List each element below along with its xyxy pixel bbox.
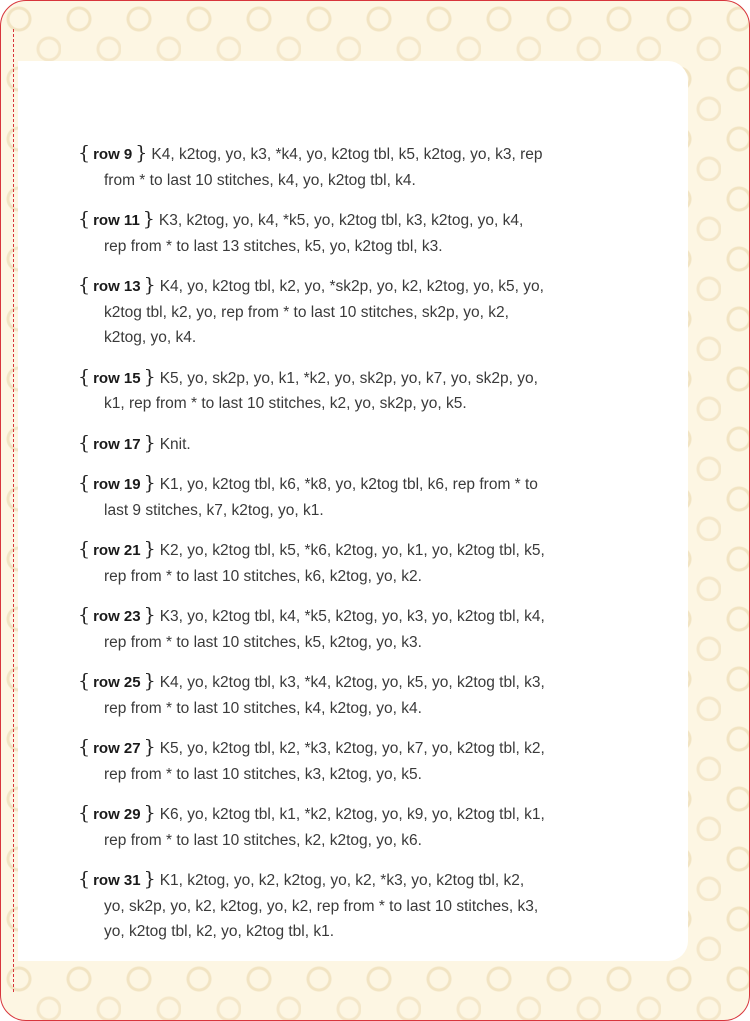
pattern-row <box>78 801 548 853</box>
row-label: row 11 <box>93 212 140 229</box>
open-brace-glyph: { <box>78 365 91 388</box>
open-brace-glyph: { <box>78 274 91 296</box>
open-brace-glyph: { <box>78 802 91 824</box>
row-label: row 21 <box>93 542 141 559</box>
pattern-row <box>78 273 548 351</box>
close-brace-glyph: } <box>143 736 156 758</box>
close-brace-glyph: } <box>143 274 156 296</box>
close-brace-glyph: } <box>143 670 156 692</box>
row-label: row 31 <box>93 872 141 889</box>
pattern-rows <box>78 141 548 959</box>
pattern-row <box>78 365 548 417</box>
pattern-row <box>78 603 548 655</box>
close-brace-glyph: } <box>143 538 156 560</box>
pattern-row <box>78 735 548 787</box>
row-label: row 13 <box>93 278 141 295</box>
row-label: row 27 <box>93 740 141 757</box>
open-brace-glyph: { <box>78 604 91 626</box>
row-instructions: Knit. <box>159 435 191 453</box>
row-label: row 23 <box>93 608 141 625</box>
close-brace-glyph: } <box>143 604 156 626</box>
open-brace-glyph: { <box>78 472 91 494</box>
row-instructions: K1, yo, k2tog tbl, k6, *k8, yo, k2tog tbl, k6, rep from * to last 9 stitches, k7, k2tog, yo, k1. <box>104 476 538 519</box>
pattern-row <box>78 867 548 945</box>
open-brace-glyph: { <box>78 670 91 692</box>
close-brace-glyph: } <box>142 208 155 230</box>
pattern-row <box>78 207 548 259</box>
close-brace-glyph: } <box>143 472 156 494</box>
pattern-row <box>78 669 548 721</box>
close-brace-glyph: } <box>143 365 156 388</box>
row-label: row 9 <box>93 146 133 163</box>
row-label: row 15 <box>93 369 141 387</box>
row-instructions: K4, k2tog, yo, k3, *k4, yo, k2tog tbl, k5, k2tog, yo, k3, rep from * to last 10 stitches, k4, yo, k2tog tbl, k4. <box>104 146 543 189</box>
pattern-row <box>78 471 548 523</box>
open-brace-glyph: { <box>78 868 91 890</box>
row-instructions: K5, yo, sk2p, yo, k1, *k2, yo, sk2p, yo, k7, yo, sk2p, yo, k1, rep from * to last 10 stitches, k2, yo, sk2p, yo, k5. <box>104 369 538 412</box>
open-brace-glyph: { <box>78 538 91 560</box>
row-instructions: K3, k2tog, yo, k4, *k5, yo, k2tog tbl, k3, k2tog, yo, k4, rep from * to last 13 stitches, k5, yo, k2tog tbl, k3. <box>104 212 524 255</box>
dashed-edge-line <box>13 29 14 992</box>
row-instructions: K3, yo, k2tog tbl, k4, *k5, k2tog, yo, k3, yo, k2tog tbl, k4, rep from * to last 10 stitches, k5, k2tog, yo, k3. <box>104 608 545 651</box>
row-instructions: K5, yo, k2tog tbl, k2, *k3, k2tog, yo, k7, yo, k2tog tbl, k2, rep from * to last 10 stitches, k3, k2tog, yo, k5. <box>104 740 545 783</box>
row-label: row 29 <box>93 806 141 823</box>
close-brace-glyph: } <box>143 802 156 824</box>
row-instructions: K1, k2tog, yo, k2, k2tog, yo, k2, *k3, yo, k2tog tbl, k2, yo, sk2p, yo, k2, k2tog, yo, k2, rep from * to last 10 stitches, k3, yo, k2tog tbl, k2, yo, k2tog tbl, k1. <box>104 872 539 940</box>
close-brace-glyph: } <box>135 142 148 164</box>
open-brace-glyph: { <box>78 431 91 454</box>
open-brace-glyph: { <box>78 142 91 164</box>
pattern-row <box>78 431 548 458</box>
row-instructions: K4, yo, k2tog tbl, k2, yo, *sk2p, yo, k2, k2tog, yo, k5, yo, k2tog tbl, k2, yo, rep from * to last 10 stitches, sk2p, yo, k2, k2tog, yo, k4. <box>104 278 544 346</box>
pattern-row <box>78 537 548 589</box>
row-label: row 17 <box>93 435 141 453</box>
row-instructions: K2, yo, k2tog tbl, k5, *k6, k2tog, yo, k1, yo, k2tog tbl, k5, rep from * to last 10 stitches, k6, k2tog, yo, k2. <box>104 542 545 585</box>
row-instructions: K4, yo, k2tog tbl, k3, *k4, k2tog, yo, k5, yo, k2tog tbl, k3, rep from * to last 10 stitches, k4, k2tog, yo, k4. <box>104 674 545 717</box>
row-label: row 25 <box>93 674 141 691</box>
row-instructions: K6, yo, k2tog tbl, k1, *k2, k2tog, yo, k9, yo, k2tog tbl, k1, rep from * to last 10 stitches, k2, k2tog, yo, k6. <box>104 806 545 849</box>
pattern-row <box>78 141 548 193</box>
close-brace-glyph: } <box>143 868 156 890</box>
row-label: row 19 <box>93 476 141 493</box>
open-brace-glyph: { <box>78 208 91 230</box>
open-brace-glyph: { <box>78 736 91 758</box>
close-brace-glyph: } <box>143 431 156 454</box>
